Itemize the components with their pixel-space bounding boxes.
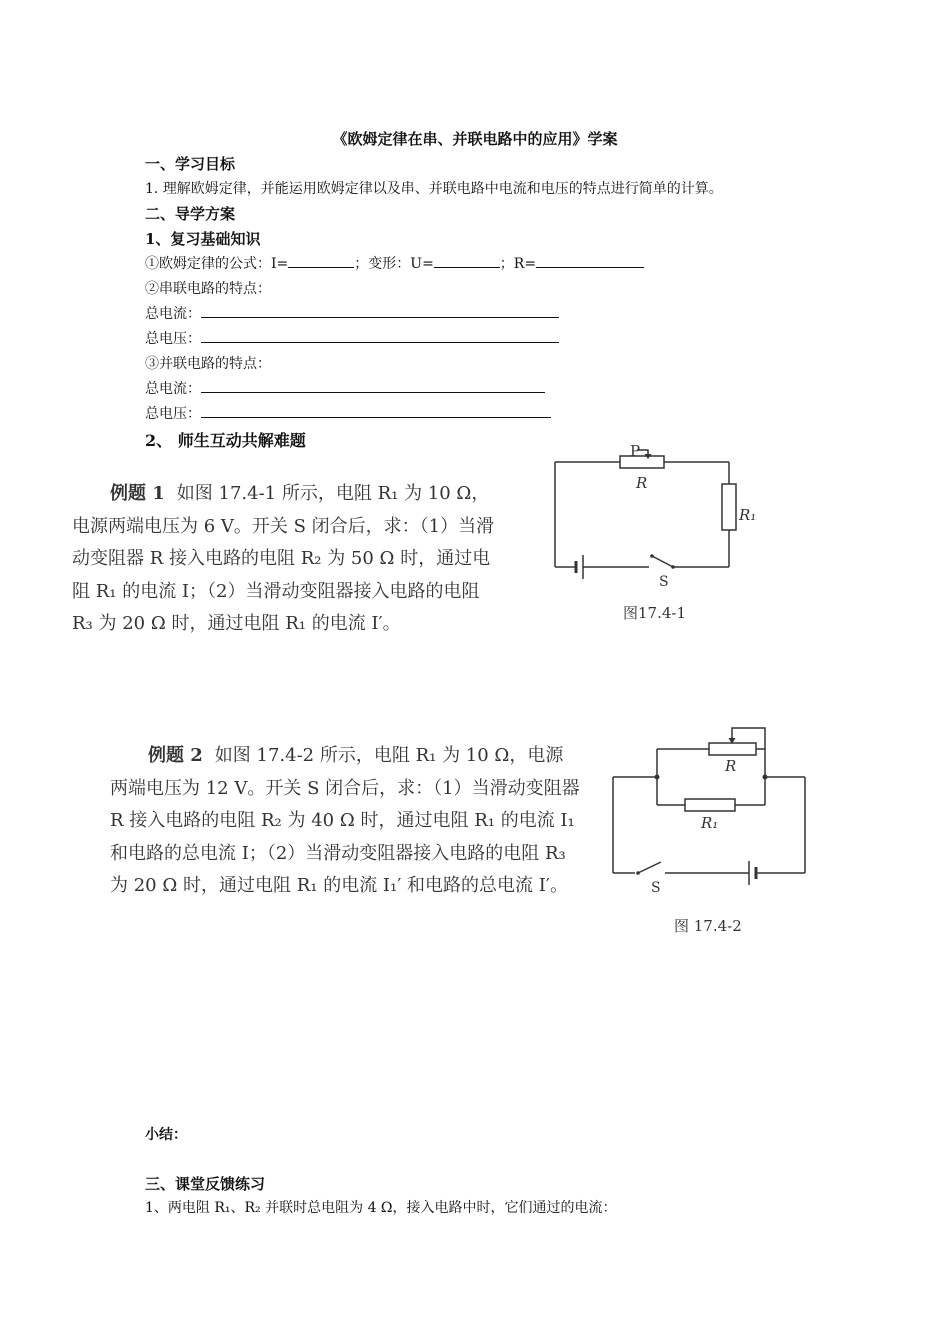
parallel-heading: ③并联电路的特点： — [145, 356, 271, 372]
resistor-r1-symbol — [722, 484, 736, 530]
rheostat-label-2: R — [725, 757, 737, 775]
slider-label: P — [630, 442, 641, 460]
page-title: 《欧姆定律在串、并联电路中的应用》学案 — [332, 130, 618, 148]
example-2 — [110, 740, 580, 903]
exercise-1: 1、两电阻 R₁、R₂ 并联时总电阻为 4 Ω，接入电路中时，它们通过的电流： — [145, 1200, 617, 1216]
example-1-label: 例题 1 — [110, 483, 165, 504]
switch-symbol — [652, 556, 673, 567]
parallel-voltage-line — [145, 403, 551, 423]
parallel-current-blank[interactable] — [201, 378, 545, 393]
formula-r-label: ；R= — [499, 256, 537, 272]
series-heading: ②串联电路的特点： — [145, 281, 271, 297]
circuit-figure-2 — [605, 722, 815, 902]
example-1-text: 如图 17.4-1 所示，电阻 R₁ 为 10 Ω，电源两端电压为 6 V。开关 S 闭合后，求：（1）当滑动变阻器 R 接入电路的电阻 R₂ 为 50 Ω 时，通过电阻 R₁ 的电流 I；（2）当滑动变阻器接入电路的电阻 R₃ 为 20 Ω 时，通过电阻 R₁ 的电流 I′。 — [72, 483, 495, 634]
parallel-current-label: 总电流： — [145, 381, 201, 397]
example-2-text: 如图 17.4-2 所示，电阻 R₁ 为 10 Ω，电源两端电压为 12 V。开关 S 闭合后，求：（1）当滑动变阻器 R 接入电路的电阻 R₂ 为 40 Ω 时，通过电阻 R₁ 的电流 I₁ 和电路的总电流 I；（2）当滑动变阻器接入电路的电阻 R₃ 为 20 Ω 时，通过电阻 R₁ 的电流 I₁′ 和电路的总电流 I′。 — [110, 745, 580, 896]
figure-2-caption: 图 17.4-2 — [674, 917, 742, 935]
subsection-heading-review: 1、复习基础知识 — [145, 230, 261, 248]
parallel-current-line — [145, 378, 545, 398]
formula-u-label: ；变形：U= — [354, 256, 434, 272]
series-voltage-blank[interactable] — [201, 328, 559, 343]
switch-label: S — [659, 574, 669, 590]
section-heading-feedback: 三、课堂反馈练习 — [145, 1175, 266, 1193]
ohm-formula-line — [145, 253, 644, 273]
goal-item: 1. 理解欧姆定律，并能运用欧姆定律以及串、并联电路中电流和电压的特点进行简单的计算。 — [145, 181, 723, 197]
resistor-label-2: R₁ — [701, 814, 719, 832]
parallel-voltage-label: 总电压： — [145, 406, 201, 422]
series-current-line — [145, 303, 559, 323]
example-2-label: 例题 2 — [148, 745, 203, 766]
series-voltage-line — [145, 328, 559, 348]
subsection-heading-interactive: 2、 师生互动共解难题 — [145, 431, 306, 450]
section-heading-guide: 二、导学方案 — [145, 205, 236, 223]
resistor-label: R₁ — [739, 506, 757, 524]
section-heading-goals: 一、学习目标 — [145, 155, 236, 173]
rheostat-symbol-2 — [709, 743, 756, 755]
series-current-label: 总电流： — [145, 306, 201, 322]
rheostat-symbol — [620, 456, 664, 468]
series-voltage-label: 总电压： — [145, 331, 201, 347]
figure-1-caption: 图17.4-1 — [623, 604, 687, 622]
summary-label: 小结： — [145, 1127, 187, 1143]
formula-u-blank[interactable] — [434, 253, 500, 268]
switch-label-2: S — [651, 880, 661, 896]
resistor-r1-symbol-2 — [685, 799, 735, 811]
formula-i-label: ①欧姆定律的公式：I= — [145, 256, 289, 272]
series-current-blank[interactable] — [201, 303, 559, 318]
parallel-voltage-blank[interactable] — [201, 403, 551, 418]
formula-i-blank[interactable] — [288, 253, 354, 268]
switch-symbol-2 — [638, 862, 661, 873]
circuit-figure-1 — [545, 440, 757, 590]
example-1 — [72, 478, 504, 641]
formula-r-blank[interactable] — [536, 253, 644, 268]
rheostat-label: R — [636, 474, 648, 492]
